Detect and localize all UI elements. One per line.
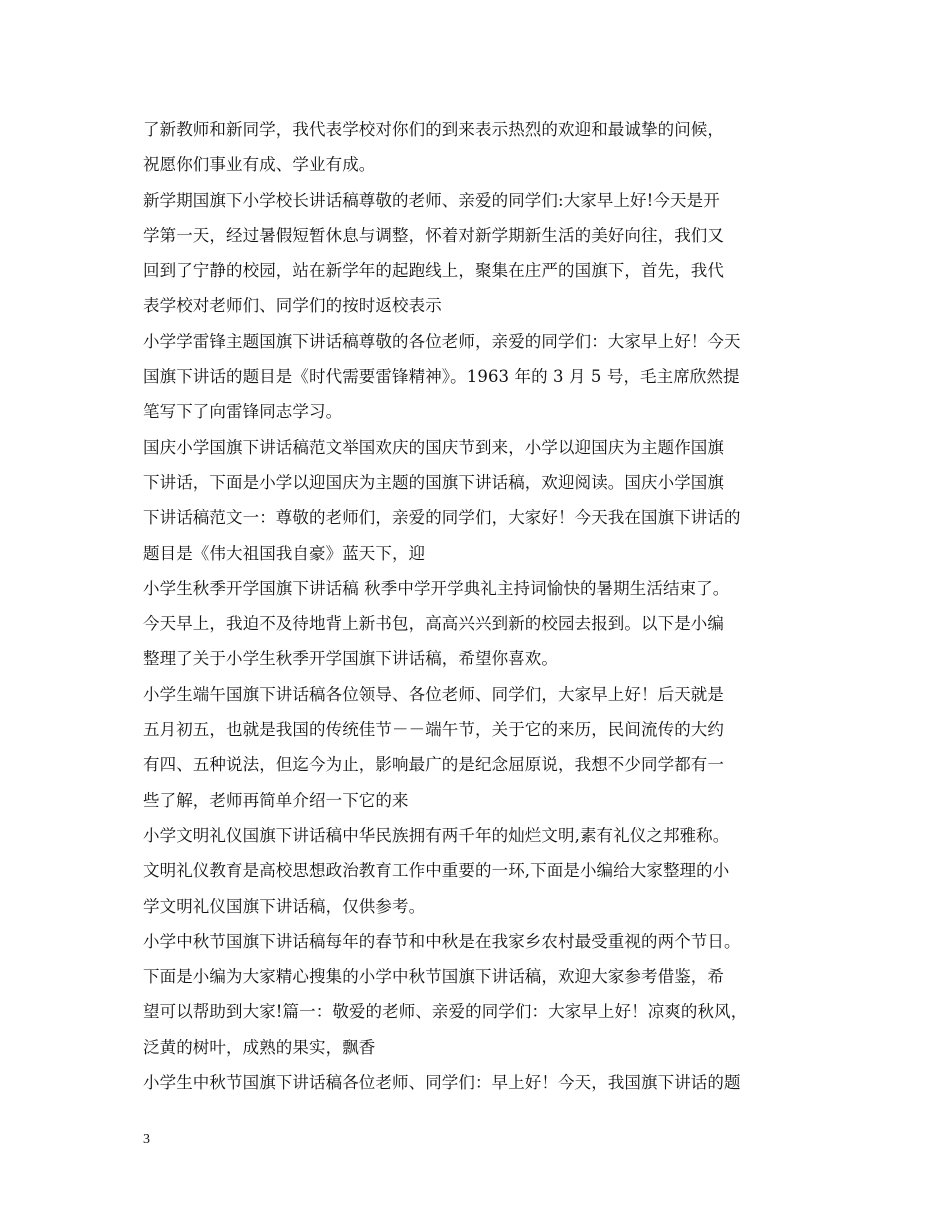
text-line: 下讲话，下面是小学以迎国庆为主题的国旗下讲话稿，欢迎阅读。国庆小学国旗 [143,472,724,492]
text-line: 下讲话稿范文一：尊敬的老师们，亲爱的同学们，大家好！今天我在国旗下讲话的 [143,508,741,528]
text-line: 泛黄的树叶，成熟的果实，飘香 [143,1037,376,1057]
text-line: 学文明礼仪国旗下讲话稿，仅供参考。 [143,896,426,916]
text-line: 小学生端午国旗下讲话稿各位领导、各位老师、同学们，大家早上好！后天就是 [143,684,724,704]
text-line: 新学期国旗下小学校长讲话稿尊敬的老师、亲爱的同学们:大家早上好!今天是开 [143,190,720,210]
text-line: 文明礼仪教育是高校思想政治教育工作中重要的一环,下面是小编给大家整理的小 [143,861,730,881]
text-line: 小学文明礼仪国旗下讲话稿中华民族拥有两千年的灿烂文明,素有礼仪之邦雅称。 [143,825,730,845]
text-line: 下面是小编为大家精心搜集的小学中秋节国旗下讲话稿，欢迎大家参考借鉴，希 [143,967,724,987]
text-line: 学第一天，经过暑假短暂休息与调整，怀着对新学期新生活的美好向往，我们又 [143,225,724,245]
text-line: 有四、五种说法，但迄今为止，影响最广的是纪念屈原说，我想不少同学都有一 [143,755,724,775]
text-line: 题目是《伟大祖国我自豪》蓝天下，迎 [143,543,426,563]
text-line: 笔写下了向雷锋同志学习。 [143,402,343,422]
page-number: 3 [143,1132,150,1147]
text-line: 祝愿你们事业有成、学业有成。 [143,155,376,175]
text-line: 了新教师和新同学，我代表学校对你们的到来表示热烈的欢迎和最诚挚的问候， [143,120,724,139]
text-line: 国庆小学国旗下讲话稿范文举国欢庆的国庆节到来，小学以迎国庆为主题作国旗 [143,437,724,457]
document-body [143,112,823,1100]
text-line: 小学中秋节国旗下讲话稿每年的春节和中秋是在我家乡农村最受重视的两个节日。 [143,931,741,951]
text-line: 国旗下讲话的题目是《时代需要雷锋精神》。1963 年的 3 月 5 号，毛主席欣然提 [143,367,740,387]
text-line: 回到了宁静的校园，站在新学年的起跑线上，聚集在庄严的国旗下，首先，我代 [143,261,724,281]
text-line: 整理了关于小学生秋季开学国旗下讲话稿，希望你喜欢。 [143,649,558,669]
text-line: 些了解，老师再简单介绍一下它的来 [143,790,409,810]
text-line: 小学生秋季开学国旗下讲话稿 秋季中学开学典礼主持词愉快的暑期生活结束了。 [143,578,730,598]
text-line: 望可以帮助到大家!篇一：敬爱的老师、亲爱的同学们：大家早上好！凉爽的秋风， [143,1002,748,1022]
text-line: 今天早上，我迫不及待地背上新书包，高高兴兴到新的校园去报到。以下是小编 [143,614,724,634]
text-line: 小学生中秋节国旗下讲话稿各位老师、同学们：早上好！今天，我国旗下讲话的题 [143,1073,741,1093]
text-line: 表学校对老师们、同学们的按时返校表示 [143,296,442,316]
text-line: 小学学雷锋主题国旗下讲话稿尊敬的各位老师，亲爱的同学们：大家早上好！今天 [143,331,741,351]
text-line: 五月初五，也就是我国的传统佳节－－端午节，关于它的来历，民间流传的大约 [143,720,724,740]
